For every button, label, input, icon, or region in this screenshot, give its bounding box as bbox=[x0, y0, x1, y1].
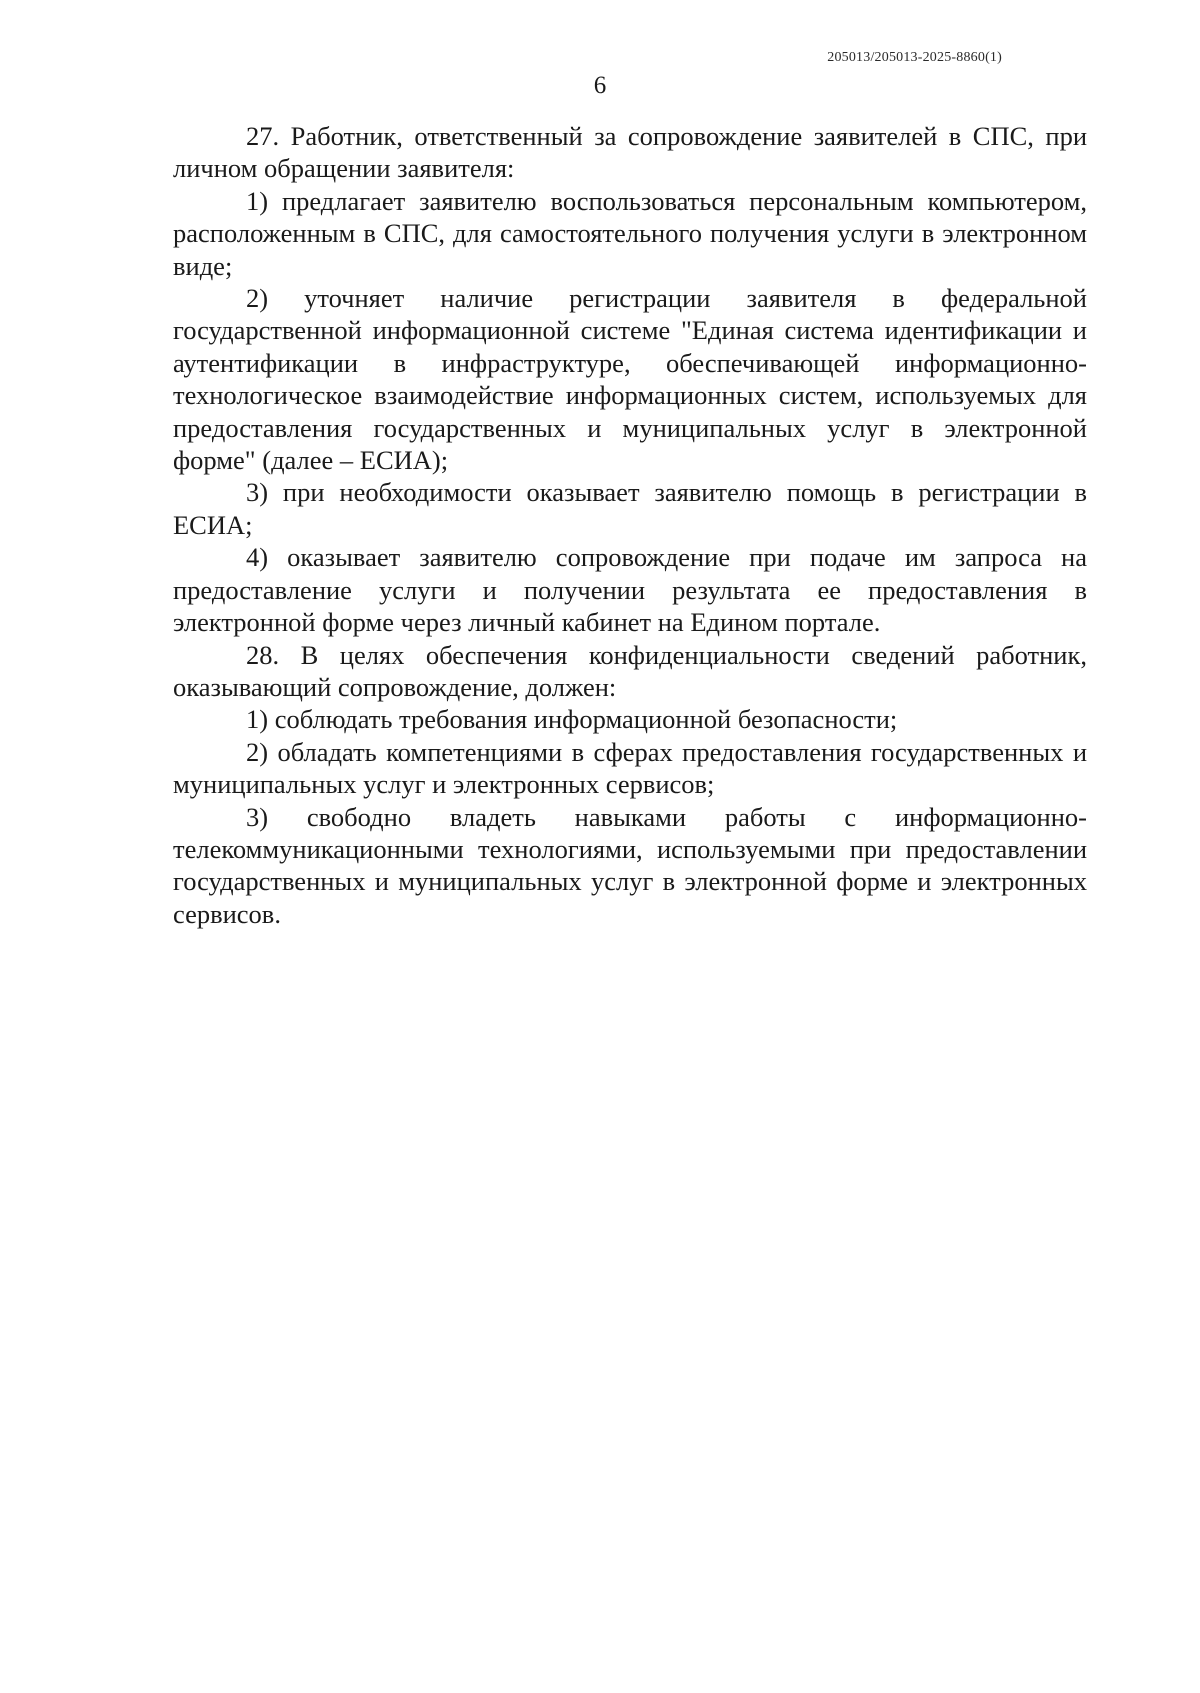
paragraph-27-subitem-2: 2) уточняет наличие регистрации заявителя в федеральной государственной информационной системе "Единая система идентификации и аутентификации в инфраструктуре, обеспечивающей информационно-технологическое взаимодействие информационных систем, используемых для предоставления государственных и муниципальных услуг в электронной форме" (далее – ЕСИА); bbox=[173, 283, 1087, 476]
paragraph-28-subitem-3: 3) свободно владеть навыками работы с информационно-телекоммуникационными технологиями, используемыми при предоставлении государственных и муниципальных услуг в электронной форме и электронных сервисов. bbox=[173, 801, 1087, 929]
document-body bbox=[173, 120, 1087, 930]
paragraph-item-28: 28. В целях обеспечения конфиденциальности сведений работник, оказывающий сопровождение, должен: bbox=[173, 639, 1087, 702]
paragraph-27-subitem-4: 4) оказывает заявителю сопровождение при подаче им запроса на предоставление услуги и получении результата ее предоставления в электронной форме через личный кабинет на Едином портале. bbox=[173, 542, 1087, 638]
paragraph-item-27: 27. Работник, ответственный за сопровождение заявителей в СПС, при личном обращении заявителя: bbox=[173, 121, 1087, 184]
paragraph-28-subitem-1: 1) соблюдать требования информационной безопасности; bbox=[246, 704, 898, 735]
paragraph-28-subitem-2: 2) обладать компетенциями в сферах предоставления государственных и муниципальных услуг и электронных сервисов; bbox=[173, 736, 1087, 800]
paragraph-27-subitem-1: 1) предлагает заявителю воспользоваться персональным компьютером, расположенным в СПС, для самостоятельного получения услуги в электронном виде; bbox=[173, 185, 1087, 281]
document-registration-number: 205013/205013-2025-8860(1) bbox=[827, 50, 1002, 65]
paragraph-27-subitem-3: 3) при необходимости оказывает заявителю помощь в регистрации в ЕСИА; bbox=[173, 477, 1087, 540]
page-number: 6 bbox=[593, 72, 607, 99]
